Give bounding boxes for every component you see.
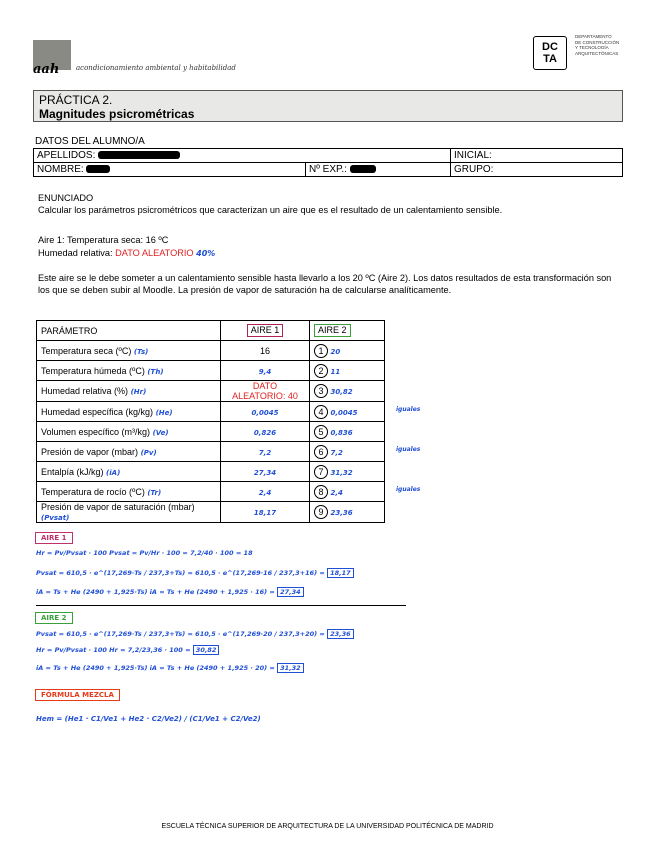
aire1-value-cell — [221, 361, 310, 381]
table-row — [37, 341, 385, 361]
apellidos-cell — [34, 149, 451, 163]
table-row — [37, 361, 385, 381]
inicial-cell — [451, 149, 623, 163]
dept-line: ARQUITECTÓNICAS — [575, 50, 619, 56]
nexp-cell — [306, 163, 451, 177]
practice-title: Magnitudes psicrométricas — [39, 107, 195, 121]
row-number-circle: 3 — [314, 384, 328, 398]
aire2-value: 31,32 — [330, 468, 353, 477]
row-number-circle: 7 — [314, 465, 328, 479]
redacted-exp — [350, 165, 376, 173]
redacted-name — [86, 165, 110, 173]
redacted-surname — [98, 151, 180, 159]
grupo-label: GRUPO: — [454, 164, 494, 175]
row-number-circle: 4 — [314, 405, 328, 419]
dcta-top: DC — [542, 41, 558, 53]
aire2-value-cell — [310, 422, 385, 442]
param-label: Humedad relativa (%) — [41, 386, 129, 396]
param-label: Presión de vapor de saturación (mbar) — [41, 502, 195, 512]
param-label-cell — [37, 502, 221, 523]
param-label: Temperatura húmeda (ºC) — [41, 365, 145, 376]
aire2-formula-3-result: 31,32 — [277, 663, 304, 673]
equal-note: iguales — [396, 486, 421, 493]
parameters-table — [36, 320, 421, 523]
dept-line: Y TECNOLOGÍA — [575, 45, 609, 50]
practice-title-box — [33, 90, 623, 122]
aire1-value-cell — [221, 502, 310, 523]
param-label-cell — [37, 381, 221, 402]
aire2-value-cell — [310, 502, 385, 523]
param-label-cell — [37, 422, 221, 442]
param-label: Temperatura de rocío (ºC) — [41, 486, 145, 497]
aire2-formula-3-text: iA = Ts + He (2490 + 1,925·Ts) iA = Ts + He (2490 + 1,925 · 20) = — [36, 664, 275, 672]
row-number-circle: 9 — [314, 505, 328, 519]
aire1-value-cell — [221, 442, 310, 462]
aire2-label: AIRE 2 — [314, 324, 351, 337]
param-symbol: (Pv) — [140, 448, 157, 457]
aire1-value-cell — [221, 462, 310, 482]
aire1-formula-2-text: Pvsat = 610,5 · e^(17,269·Ts / 237,3+Ts) = 610,5 · e^(17,269·16 / 237,3+16) = — [36, 569, 325, 577]
aire2-value: 11 — [330, 367, 341, 376]
aire1-value-cell — [221, 482, 310, 502]
equal-note: iguales — [396, 446, 421, 453]
aire1-formula-3-result: 27,34 — [277, 587, 304, 597]
equal-note: iguales — [396, 406, 421, 413]
inicial-label: INICIAL: — [454, 150, 492, 161]
aire2-formula-2-text: Hr = Pv/Pvsat · 100 Hr = 7,2/23,36 · 100 = — [36, 646, 191, 654]
aire2-value: 0,0045 — [330, 408, 358, 417]
table-row — [37, 381, 385, 402]
row-number-circle: 8 — [314, 485, 328, 499]
aire1-label: AIRE 1 — [247, 324, 284, 337]
air1-humidity-handwritten: 40% — [196, 249, 216, 258]
row-number-circle: 5 — [314, 425, 328, 439]
air1-humidity — [38, 247, 215, 260]
aire1-value: DATO ALEATORIO: 40 — [232, 381, 298, 401]
param-label: Temperatura seca (ºC) — [41, 345, 132, 356]
param-symbol: (Hr) — [130, 388, 147, 396]
table-row — [37, 502, 385, 523]
param-label-cell — [37, 482, 221, 502]
aah-logo-subtitle: acondicionamiento ambiental y habitabilidad — [76, 64, 236, 72]
param-symbol: (Pvsat) — [41, 514, 70, 522]
statement-text: Calcular los parámetros psicrométricos que caracterizan un aire que es el resultado de un calentamiento sensible. — [38, 205, 503, 215]
param-label: Volumen específico (m³/kg) — [41, 426, 151, 437]
aire1-value: 7,2 — [258, 448, 272, 457]
aire1-formula-3-text: iA = Ts + He (2490 + 1,925·Ts) iA = Ts + He (2490 + 1,925 · 16) = — [36, 588, 275, 596]
aire1-value: 16 — [259, 345, 270, 356]
aire2-value-cell — [310, 462, 385, 482]
param-label-cell — [37, 361, 221, 381]
aire2-formula-1-text: Pvsat = 610,5 · e^(17,269·Ts / 237,3+Ts) = 610,5 · e^(17,269·20 / 237,3+20) = — [36, 630, 325, 638]
param-symbol: (Ts) — [133, 347, 149, 356]
dept-line: DE CONSTRUCCIÓN — [575, 39, 620, 45]
aire1-value: 9,4 — [258, 367, 272, 376]
param-label-cell — [37, 402, 221, 422]
row-number-circle: 1 — [314, 344, 328, 358]
table-row — [37, 402, 385, 422]
nexp-label: Nº EXP.: — [309, 164, 347, 175]
param-label: Presión de vapor (mbar) — [41, 446, 139, 457]
param-label: Humedad específica (kg/kg) — [41, 406, 154, 417]
aire2-formula-1-result: 23,36 — [327, 629, 354, 639]
aah-logo-text: aah — [33, 62, 60, 77]
table-row — [37, 482, 385, 502]
param-symbol: (He) — [155, 408, 173, 417]
aire2-value-cell — [310, 361, 385, 381]
aire1-value-cell — [221, 402, 310, 422]
aire2-value: 2,4 — [330, 488, 343, 497]
aire1-value: 2,4 — [258, 488, 272, 497]
table-header-row — [37, 321, 385, 341]
aire1-value-cell — [221, 381, 310, 402]
col-aire1-header — [221, 321, 310, 341]
col-aire2-header — [310, 321, 385, 341]
aire2-note-tag: AIRE 2 — [35, 612, 73, 624]
aire1-formula-3 — [36, 588, 304, 596]
dcta-bottom: TA — [543, 53, 557, 65]
notes-divider — [36, 605, 406, 606]
param-label-cell — [37, 462, 221, 482]
param-symbol: (Th) — [147, 367, 164, 376]
aire1-formula-1: Hr = Pv/Pvsat · 100 Pvsat = Pv/Hr · 100 = 7,2/40 · 100 = 18 — [36, 549, 253, 557]
aire2-formula-2-result: 30,82 — [193, 645, 220, 655]
aire2-formula-2 — [36, 646, 219, 654]
aire1-note-tag: AIRE 1 — [35, 532, 73, 544]
aire2-value: 0,836 — [330, 428, 353, 437]
param-symbol: (Ve) — [152, 428, 169, 437]
student-data-table — [33, 148, 623, 177]
aire2-value-cell — [310, 381, 385, 402]
nombre-cell — [34, 163, 306, 177]
practice-number: PRÁCTICA 2. — [39, 93, 113, 107]
aire1-formula-2-result: 18,17 — [327, 568, 354, 578]
statement-paragraph: Este aire se le debe someter a un calentamiento sensible hasta llevarlo a los 20 ºC (Aire 2). Los datos resultados de esta transformación son los que se deben subir al Moodle. La presión de vapor de saturación ha de calcularse analíticamente. — [38, 273, 612, 295]
air1-temperature: Aire 1: Temperatura seca: 16 ºC — [38, 235, 169, 245]
table-row — [37, 442, 385, 462]
aire2-value: 7,2 — [330, 448, 343, 457]
aire1-value: 18,17 — [253, 509, 277, 517]
param-label: Entalpía (kJ/kg) — [41, 466, 104, 477]
table-row — [37, 422, 385, 442]
aire2-value-cell — [310, 442, 421, 462]
aire2-value-cell — [310, 482, 421, 502]
dcta-logo — [533, 36, 567, 70]
param-symbol: (Tr) — [147, 488, 162, 497]
aire1-value-cell — [221, 341, 310, 361]
page-footer: ESCUELA TÉCNICA SUPERIOR DE ARQUITECTURA DE LA UNIVERSIDAD POLITÉCNICA DE MADRID — [161, 823, 494, 830]
param-label-cell — [37, 341, 221, 361]
row-number-circle: 2 — [314, 364, 328, 378]
aire1-value: 27,34 — [253, 468, 277, 477]
grupo-cell — [451, 163, 623, 177]
aire2-value-cell — [310, 402, 421, 422]
aire1-value: 0,0045 — [251, 408, 279, 417]
aire2-formula-1 — [36, 630, 354, 638]
statement-heading: ENUNCIADO — [38, 193, 94, 203]
dept-line: DEPARTAMENTO — [575, 34, 612, 39]
nombre-label: NOMBRE: — [37, 164, 84, 175]
mix-formula-tag: FÓRMULA MEZCLA — [35, 689, 120, 701]
aire2-value: 20 — [330, 347, 341, 356]
param-symbol: (iA) — [106, 468, 121, 477]
aire2-value: 23,36 — [330, 509, 353, 517]
param-label-cell — [37, 442, 221, 462]
table-row — [37, 462, 385, 482]
aire1-value-cell — [221, 422, 310, 442]
aire1-value: 0,826 — [253, 428, 277, 437]
aire2-value-cell — [310, 341, 385, 361]
aire2-formula-3 — [36, 664, 304, 672]
aire2-value: 30,82 — [330, 388, 353, 396]
air1-humidity-value: DATO ALEATORIO — [115, 248, 194, 258]
row-number-circle: 6 — [314, 445, 328, 459]
col-param-header: PARÁMETRO — [37, 321, 221, 341]
student-data-heading: DATOS DEL ALUMNO/A — [35, 136, 145, 147]
department-name — [575, 34, 619, 56]
aire1-formula-2 — [36, 569, 354, 577]
air1-humidity-label: Humedad relativa: — [38, 248, 113, 258]
mix-formula: Hem = (He1 · C1/Ve1 + He2 · C2/Ve2) / (C1/Ve1 + C2/Ve2) — [36, 715, 261, 723]
apellidos-label: APELLIDOS: — [37, 150, 96, 161]
